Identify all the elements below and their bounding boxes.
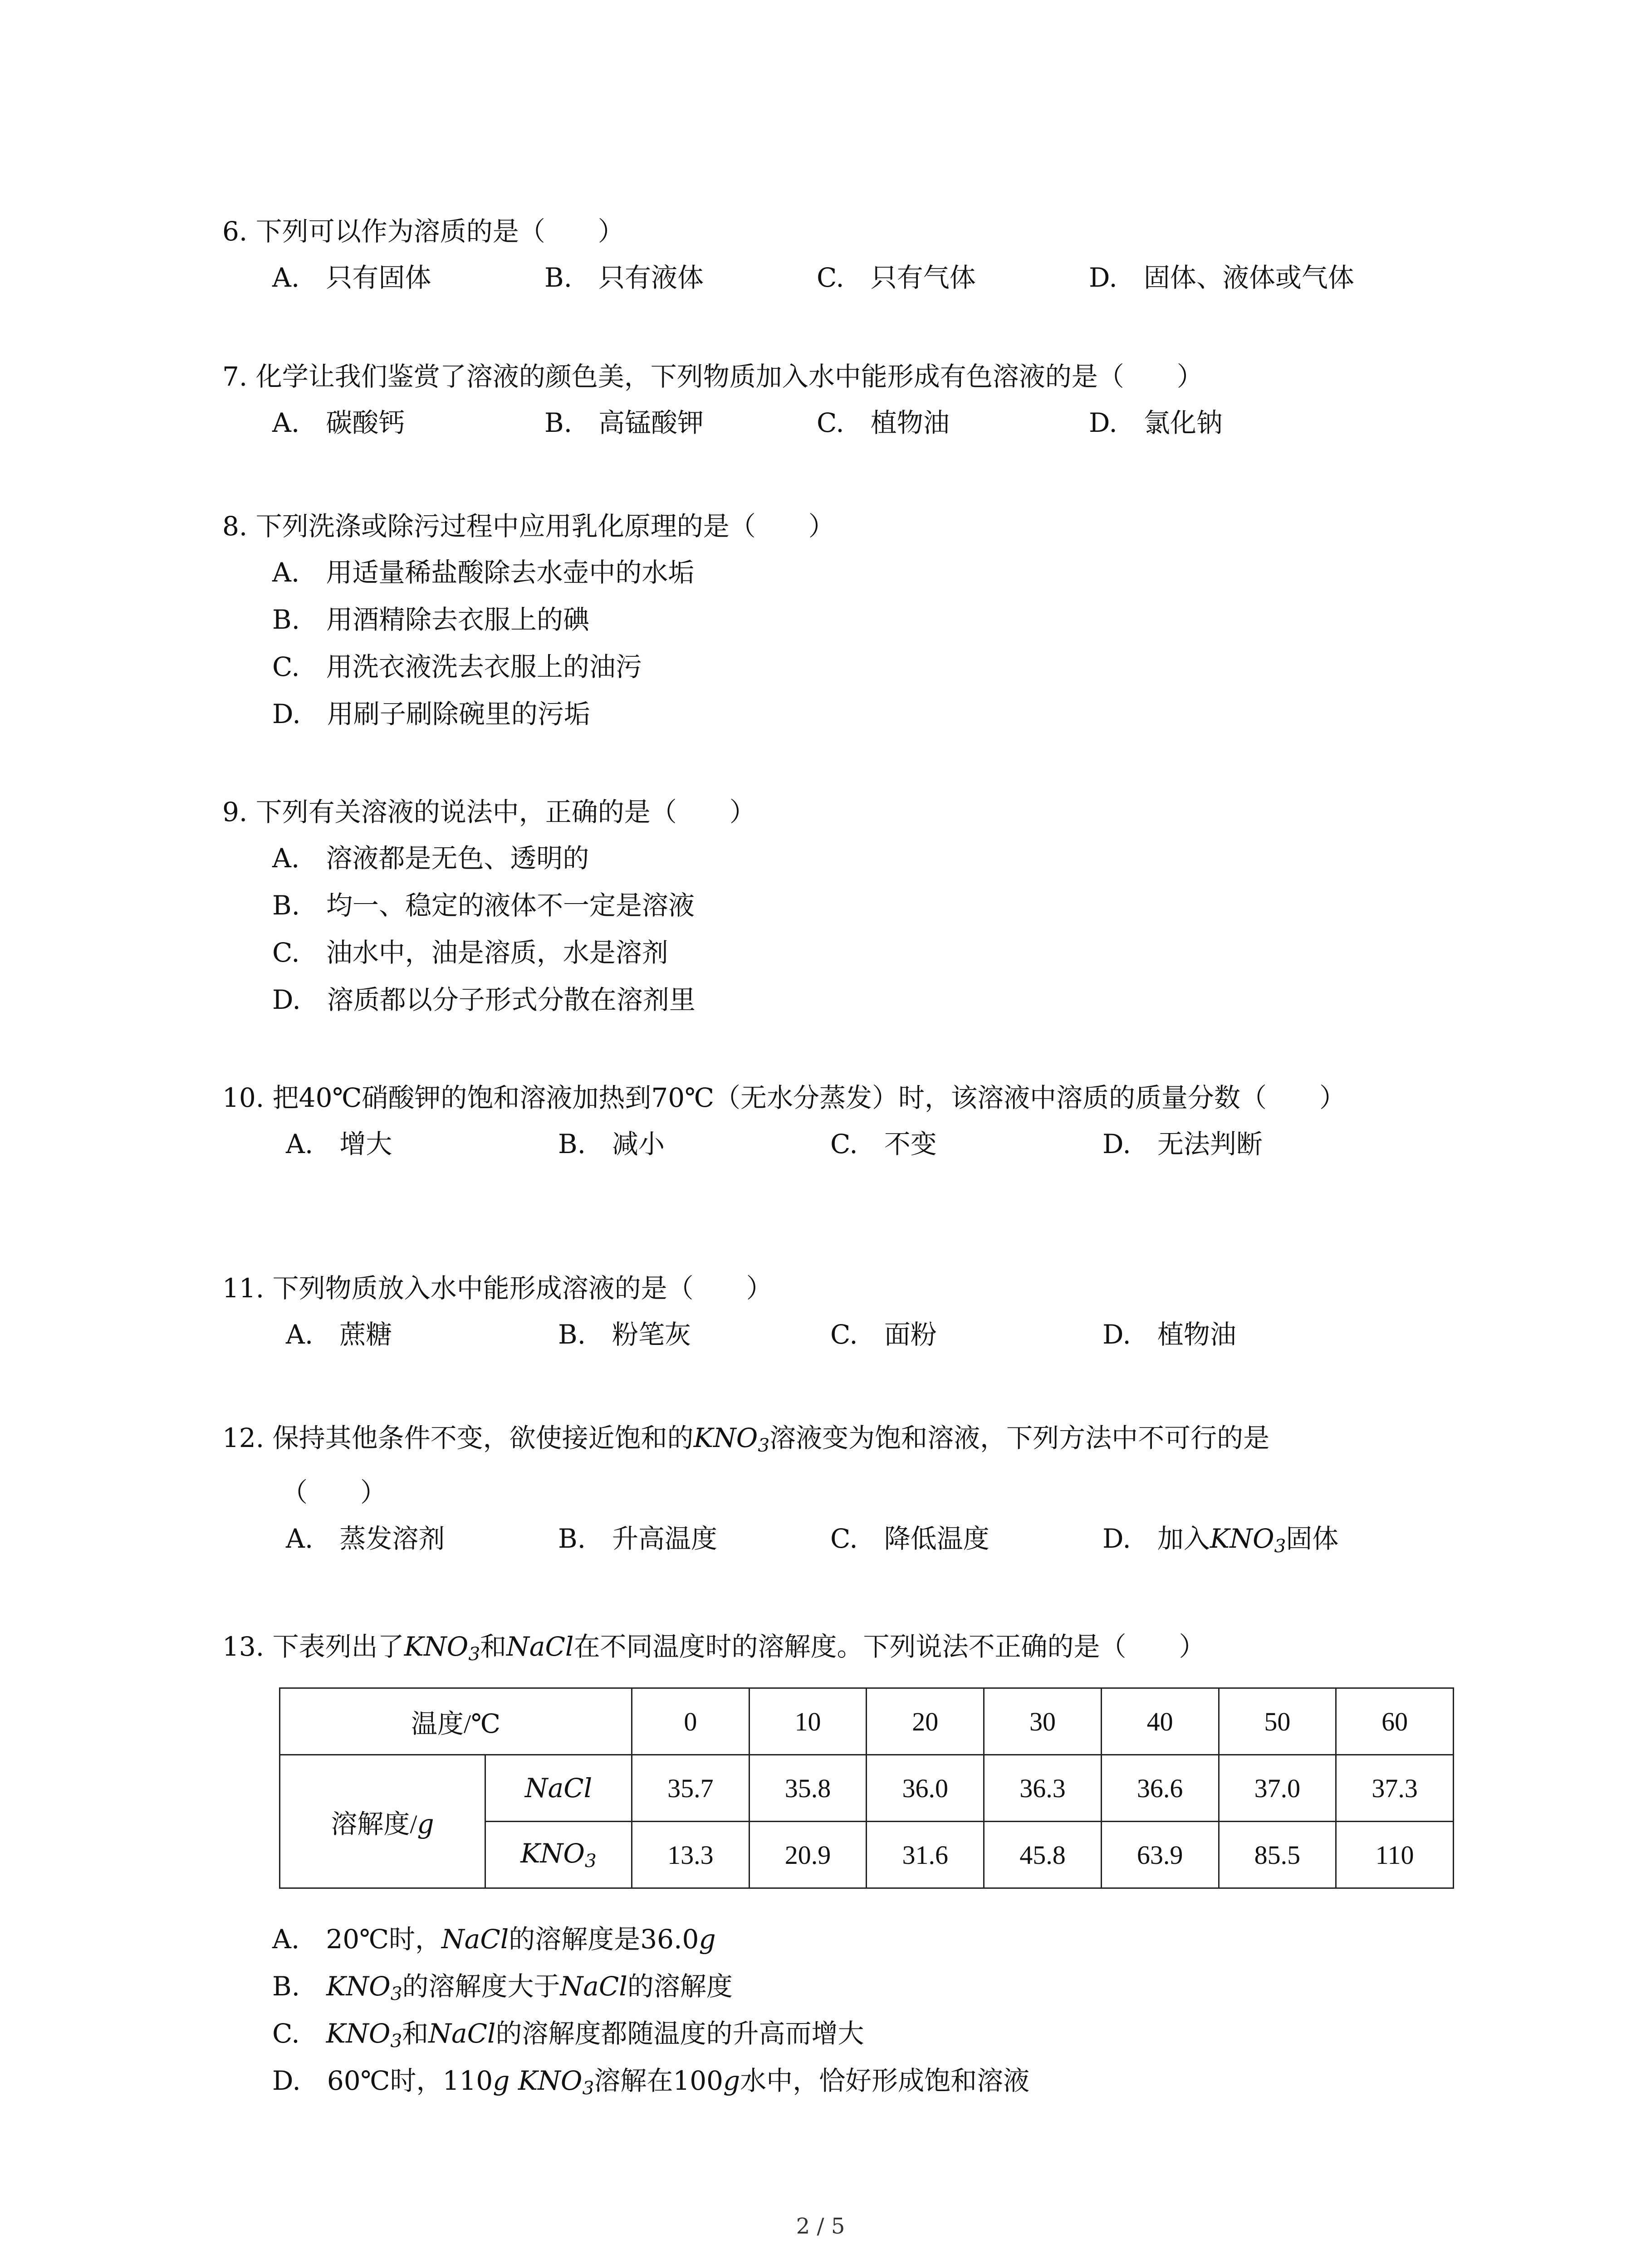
option-b[interactable]: B. 只有液体 xyxy=(544,262,704,293)
temp-header: 温度/℃ xyxy=(280,1688,632,1755)
subscript: 3 xyxy=(584,1850,597,1872)
temp-cell: 50 xyxy=(1219,1688,1336,1755)
row-label-nacl xyxy=(485,1755,632,1822)
option-b[interactable]: B. 用酒精除去衣服上的碘 xyxy=(272,604,590,635)
option-c[interactable]: C. 植物油 xyxy=(817,407,950,438)
option-c[interactable]: C. 用洗衣液洗去衣服上的油污 xyxy=(272,651,642,682)
stem-text: 13. 下表列出了 xyxy=(222,1631,404,1662)
option-c[interactable]: C. 降低温度 xyxy=(830,1523,989,1554)
temp-cell: 60 xyxy=(1336,1688,1454,1755)
table-cell: 63.9 xyxy=(1101,1822,1219,1888)
unit-g: g xyxy=(723,2065,740,2096)
row-label-kno3 xyxy=(485,1822,632,1888)
option-c[interactable]: C. 不变 xyxy=(830,1129,937,1159)
option-a[interactable]: A. 蔗糖 xyxy=(286,1319,392,1350)
formula-nacl: NaCl xyxy=(441,1924,509,1955)
option-a[interactable]: A. 用适量稀盐酸除去水壶中的水垢 xyxy=(272,557,695,588)
options-list xyxy=(222,1921,1029,2110)
table-cell: 13.3 xyxy=(632,1822,749,1888)
option-text: B. xyxy=(272,1971,327,2002)
table-cell: 36.6 xyxy=(1101,1755,1219,1822)
formula-kno3 xyxy=(326,1971,402,2005)
option-c[interactable] xyxy=(272,2015,1029,2063)
unit-g: g xyxy=(699,1924,716,1955)
formula-text: KNO xyxy=(326,1971,391,2002)
option-text: 的溶解度大于 xyxy=(402,1971,560,2002)
question-stem xyxy=(222,1628,1205,1672)
options-row xyxy=(222,405,1223,452)
table-cell: 31.6 xyxy=(867,1822,984,1888)
temp-cell: 20 xyxy=(867,1688,984,1755)
formula-text: KNO xyxy=(518,2065,583,2096)
subscript: 3 xyxy=(1274,1535,1286,1557)
table-cell: 110 xyxy=(1336,1822,1454,1888)
options-row xyxy=(222,1520,1339,1568)
table-cell: 36.3 xyxy=(984,1755,1102,1822)
option-d[interactable]: D. 固体、液体或气体 xyxy=(1089,262,1354,293)
formula-text: KNO xyxy=(326,2018,391,2049)
formula-nacl: NaCl xyxy=(524,1773,593,1804)
option-a[interactable]: A. 增大 xyxy=(286,1129,392,1159)
option-a[interactable]: A. 蒸发溶剂 xyxy=(286,1523,445,1554)
option-c[interactable]: C. 面粉 xyxy=(830,1319,937,1350)
table-header-row xyxy=(280,1688,1454,1755)
options-row xyxy=(222,1126,1447,1173)
table-cell: 20.9 xyxy=(749,1822,867,1888)
option-c[interactable]: C. 只有气体 xyxy=(817,262,976,293)
question-13-options xyxy=(222,1921,1029,2110)
subscript: 3 xyxy=(758,1434,770,1457)
formula-kno3 xyxy=(518,2065,594,2099)
formula-text: KNO xyxy=(404,1631,469,1662)
option-c[interactable]: C. 油水中，油是溶质，水是溶剂 xyxy=(272,937,668,968)
question-13 xyxy=(222,1628,1205,1672)
answer-bracket: （ ） xyxy=(281,1477,387,1508)
question-10 xyxy=(222,1080,1447,1173)
option-b[interactable]: B. 均一、稳定的液体不一定是溶液 xyxy=(272,890,695,921)
subscript: 3 xyxy=(582,2077,594,2099)
option-text: 固体 xyxy=(1286,1523,1339,1554)
question-stem: 11. 下列物质放入水中能形成溶液的是（ ） xyxy=(222,1273,773,1304)
formula-kno3 xyxy=(404,1631,480,1665)
option-text: 的溶解度 xyxy=(627,1971,733,2002)
formula-kno3 xyxy=(693,1422,770,1457)
formula-text: KNO xyxy=(693,1422,758,1453)
options-row xyxy=(222,1316,1236,1364)
stem-text: 12. 保持其他条件不变，欲使接近饱和的 xyxy=(222,1422,694,1453)
page-number: 2 / 5 xyxy=(796,2214,845,2239)
solubility-table xyxy=(279,1687,1454,1889)
formula-text: KNO xyxy=(1210,1523,1274,1554)
temp-cell: 10 xyxy=(749,1688,867,1755)
option-a[interactable]: A. 碳酸钙 xyxy=(272,407,405,438)
table-cell: 85.5 xyxy=(1219,1822,1336,1888)
option-text: 水中，恰好形成饱和溶液 xyxy=(740,2065,1030,2096)
solubility-label xyxy=(280,1755,485,1888)
option-d[interactable]: D. 溶质都以分子形式分散在溶剂里 xyxy=(272,984,696,1015)
table-cell: 45.8 xyxy=(984,1822,1102,1888)
temp-cell: 40 xyxy=(1101,1688,1219,1755)
subscript: 3 xyxy=(390,2030,402,2052)
option-text: 的溶解度都随温度的升高而增大 xyxy=(495,2018,864,2049)
stem-text: 在不同温度时的溶解度。下列说法不正确的是（ ） xyxy=(573,1631,1205,1662)
stem-text: 和 xyxy=(480,1631,507,1662)
option-d[interactable]: D. 用刷子刷除碗里的污垢 xyxy=(272,699,590,729)
option-d[interactable]: D. 无法判断 xyxy=(1102,1129,1263,1159)
option-a[interactable]: A. 溶液都是无色、透明的 xyxy=(272,843,589,874)
option-text: A. 20℃时， xyxy=(272,1924,442,1955)
formula-kno3 xyxy=(520,1838,597,1872)
question-stem: 10. 把40℃硝酸钾的饱和溶液加热到70℃（无水分蒸发）时，该溶液中溶质的质量分数（ ） xyxy=(222,1082,1346,1113)
label-text: 溶解度/ xyxy=(331,1809,417,1839)
subscript: 3 xyxy=(468,1643,480,1665)
option-text: 溶解在100 xyxy=(594,2065,724,2096)
option-text: 和 xyxy=(402,2018,429,2049)
question-stem: 7. 化学让我们鉴赏了溶液的颜色美，下列物质加入水中能形成有色溶液的是（ ） xyxy=(222,361,1203,392)
question-6 xyxy=(222,213,1354,307)
temp-cell: 0 xyxy=(632,1688,749,1755)
formula-kno3 xyxy=(326,2018,402,2052)
option-d[interactable]: D. 氯化钠 xyxy=(1089,407,1223,438)
unit-g: g xyxy=(493,2065,510,2096)
formula-text: KNO xyxy=(520,1838,585,1869)
question-11 xyxy=(222,1270,1236,1364)
options-list xyxy=(222,554,835,743)
options-list xyxy=(222,840,756,1029)
option-b[interactable]: B. 高锰酸钾 xyxy=(544,407,704,438)
option-text: D. 60℃时，110 xyxy=(272,2065,493,2096)
formula-nacl: NaCl xyxy=(506,1631,574,1662)
subscript: 3 xyxy=(390,1983,402,2005)
table-cell: 36.0 xyxy=(867,1755,984,1822)
option-b[interactable]: B. 升高温度 xyxy=(558,1523,718,1554)
question-stem: 9. 下列有关溶液的说法中，正确的是（ ） xyxy=(222,797,756,827)
option-d[interactable]: D. 植物油 xyxy=(1102,1319,1236,1350)
table-cell: 37.3 xyxy=(1336,1755,1454,1822)
question-stem xyxy=(222,1420,1269,1463)
formula-nacl: NaCl xyxy=(428,2018,496,2049)
stem-text: 溶液变为饱和溶液，下列方法中不可行的是 xyxy=(769,1422,1270,1453)
option-a[interactable]: A. 只有固体 xyxy=(272,262,431,293)
option-d[interactable] xyxy=(272,2063,1029,2110)
table-cell: 37.0 xyxy=(1219,1755,1336,1822)
option-b[interactable] xyxy=(272,1968,1029,2015)
question-7 xyxy=(222,358,1223,452)
formula-kno3 xyxy=(1210,1523,1286,1557)
option-b[interactable]: B. 减小 xyxy=(558,1129,665,1159)
question-9 xyxy=(222,794,756,1029)
unit-text: g xyxy=(417,1808,434,1839)
table-cell: 35.8 xyxy=(749,1755,867,1822)
option-b[interactable]: B. 粉笔灰 xyxy=(558,1319,691,1350)
option-text: C. xyxy=(272,2018,326,2049)
option-a[interactable] xyxy=(272,1921,1029,1968)
option-text: 的溶解度是36.0 xyxy=(509,1924,699,1955)
question-stem: 8. 下列洗涤或除污过程中应用乳化原理的是（ ） xyxy=(222,511,835,542)
option-text: D. 加入 xyxy=(1102,1523,1210,1554)
option-d[interactable] xyxy=(1102,1520,1338,1564)
formula-nacl: NaCl xyxy=(560,1971,627,2002)
temp-cell: 30 xyxy=(984,1688,1102,1755)
options-row xyxy=(222,259,1354,307)
question-stem: 6. 下列可以作为溶质的是（ ） xyxy=(222,216,624,247)
question-12 xyxy=(222,1420,1339,1568)
table-cell: 35.7 xyxy=(632,1755,749,1822)
table-row xyxy=(280,1755,1454,1822)
question-8 xyxy=(222,508,835,743)
